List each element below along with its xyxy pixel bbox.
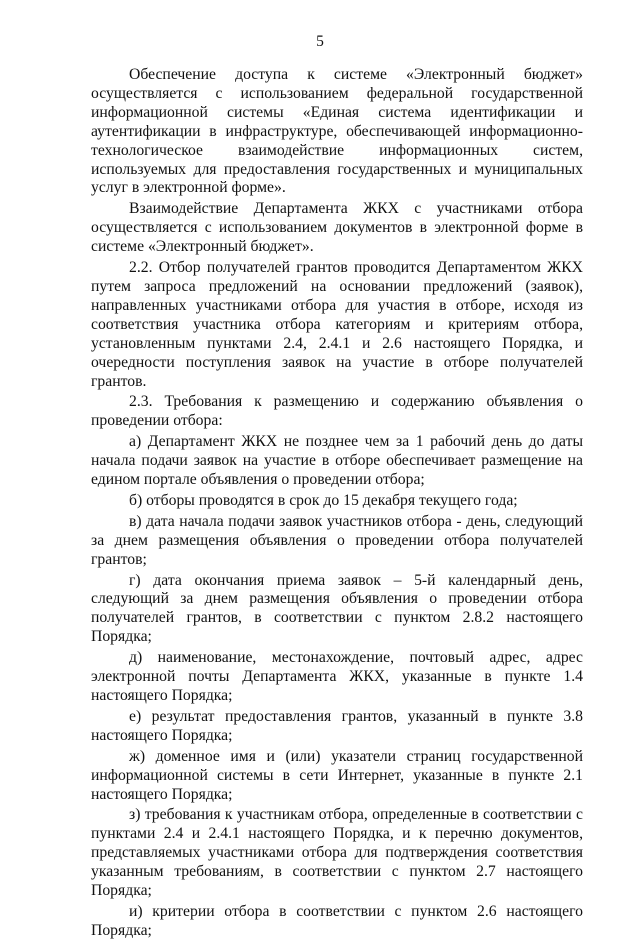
paragraph-electronic-budget-access: Обеспечение доступа к системе «Электронный бюджет» осуществляется с использованием федеральной государственной информационной системы «Единая система идентификации и аутентификации в инфраструктуре, обеспечивающей информационно-технологическое взаимодействие информационных систем, используемых для предоставления государственных и муниципальных услуг в электронной форме».	[91, 66, 583, 197]
document-body	[91, 66, 583, 943]
list-item-z: з) требования к участникам отбора, определенные в соответствии с пунктами 2.4 и 2.4.1 настоящего Порядка, и к перечню документов, представляемых участниками отбора для подтверждения соответствия указанным требованиям, в соответствии с пунктом 2.7 настоящего Порядка;	[91, 806, 583, 900]
list-item-e: е) результат предоставления грантов, указанный в пункте 3.8 настоящего Порядка;	[91, 707, 583, 744]
list-item-v: в) дата начала подачи заявок участников отбора - день, следующий за днем размещения объявления о проведении отбора получателей грантов;	[91, 512, 583, 568]
list-item-d: д) наименование, местонахождение, почтовый адрес, адрес электронной почты Департамента ЖКХ, указанные в пункте 1.4 настоящего Порядка;	[91, 649, 583, 704]
list-item-i: и) критерии отбора в соответствии с пунктом 2.6 настоящего Порядка;	[91, 902, 583, 939]
list-item-a: а) Департамент ЖКХ не позднее чем за 1 рабочий день до даты начала подачи заявок на участие в отборе обеспечивает размещение на едином портале объявления о проведении отбора;	[91, 433, 583, 489]
list-item-g: г) дата окончания приема заявок – 5-й календарный день, следующий за днем размещения объявления о проведении отбора получателей грантов, в соответствии с пунктом 2.8.2 настоящего Порядка;	[91, 571, 583, 646]
paragraph-2-2: 2.2. Отбор получателей грантов проводится Департаментом ЖКХ путем запроса предложений на основании предложений (заявок), направленных участниками отбора для участия в отборе, исходя из соответствия участника отбора категориям и критериям отбора, установленным пунктами 2.4, 2.4.1 и 2.6 настоящего Порядка, и очередности поступления заявок на участие в отборе получателей грантов.	[91, 259, 583, 390]
paragraph-interaction: Взаимодействие Департамента ЖКХ с участниками отбора осуществляется с использованием документов в электронной форме в системе «Электронный бюджет».	[91, 200, 583, 256]
list-item-b: б) отборы проводятся в срок до 15 декабря текущего года;	[129, 491, 518, 509]
list-item-zh: ж) доменное имя и (или) указатели страниц государственной информационной системы в сети Интернет, указанные в пункте 2.1 настоящего Порядка;	[91, 747, 583, 803]
page-number: 5	[316, 33, 324, 50]
paragraph-2-3: 2.3. Требования к размещению и содержанию объявления о проведении отбора:	[91, 393, 583, 430]
